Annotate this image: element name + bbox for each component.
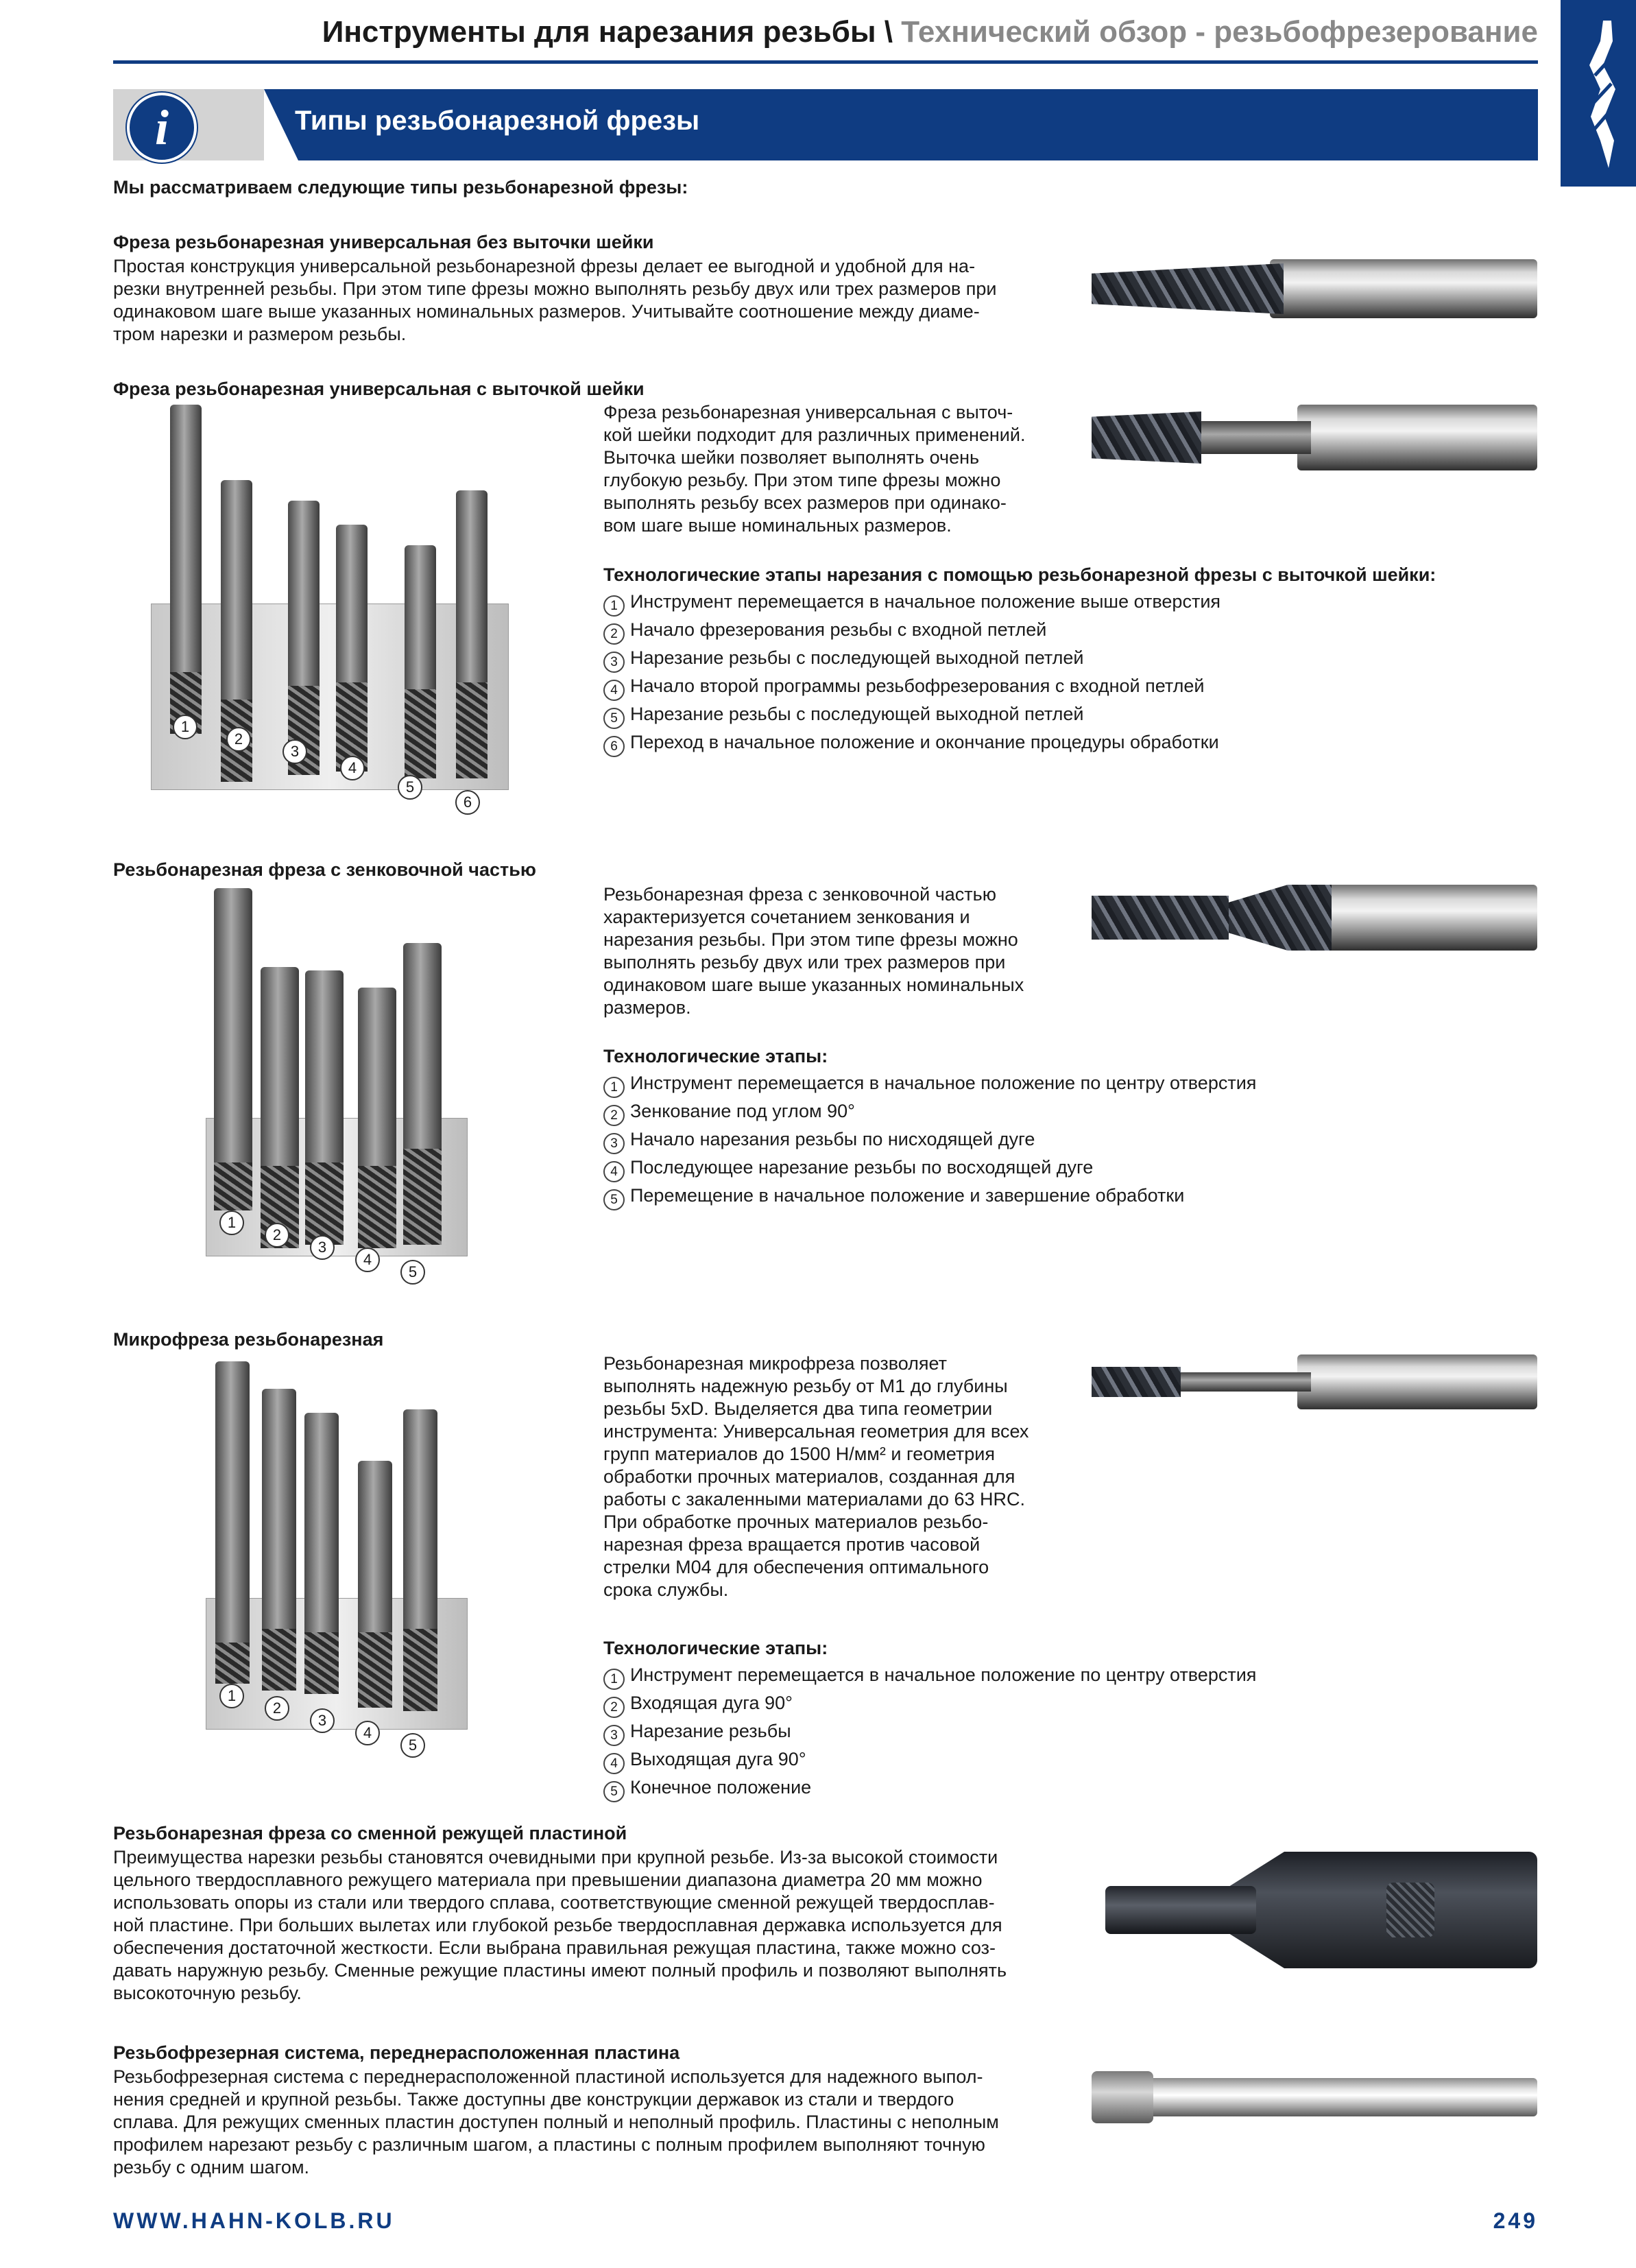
header-main-title: Инструменты для нарезания резьбы	[322, 15, 876, 49]
step-label: 3	[282, 739, 307, 764]
step-item: 4 Выходящая дуга 90°	[603, 1746, 1256, 1774]
section-text-countersink: Резьбонарезная фреза с зенковочной частью характеризуется сочетанием зенкования и нарезания резьбы. При этом типе фрезы можно выполнять резьбу двух или трех размеров при одинаковом шаге выше указанных номинальных размеров.	[603, 884, 1024, 1018]
step-item: 2 Входящая дуга 90°	[603, 1690, 1256, 1718]
step-item: 4 Последующее нарезание резьбы по восходящей дуге	[603, 1154, 1256, 1182]
steps-title: Технологические этапы:	[603, 1046, 828, 1066]
header-rule	[113, 60, 1538, 64]
step-label: 2	[265, 1696, 289, 1721]
section-text-indexable-insert: Преимущества нарезки резьбы становятся очевидными при крупной резьбе. Из-за высокой стоимости цельного твердосплавного режущего материала при превышении диапазона диаметра 20 мм можно использовать опоры из стали или твердого сплава, соответствующие сменной режущей твердосплав- ной пластине. При больших вылетах или глубокой резьбе твердосплавная державка используется для обеспечения достаточной жесткости. Если выбрана правильная режущая пластина, также можно соз- давать наружную резьбу. Сменные режущие пластины имеют полный профиль и позволяют выполнять высокоточную резьбу.	[113, 1847, 1007, 2003]
tool-photo-front-insert	[1092, 2071, 1537, 2123]
section-text-micro: Резьбонарезная микрофреза позволяет выполнять надежную резьбу от M1 до глубины резьбы 5xD. Выделяется два типа геометрии инструмента: Универсальная геометрия для всех групп материалов до 1500 Н/мм² и геометрия обработки прочных материалов, созданная для работы с закаленными материалами до 63 HRC. При обработке прочных материалов резьбо- нарезная фреза вращается против часовой стрелки M04 для обеспечения оптимального срока службы.	[603, 1353, 1029, 1600]
step-item: 5 Конечное положение	[603, 1774, 1256, 1802]
page-number: 249	[1493, 2208, 1538, 2233]
page-header-title	[322, 15, 1538, 49]
step-item: 3 Начало нарезания резьбы по нисходящей дуге	[603, 1126, 1256, 1154]
step-label: 5	[398, 775, 422, 800]
section-title-universal-no-neck: Фреза резьбонарезная универсальная без выточки шейки	[113, 232, 654, 252]
tool-photo-countersink	[1092, 885, 1537, 951]
section-title-micro: Микрофреза резьбонарезная	[113, 1329, 384, 1350]
step-label: 6	[455, 790, 480, 815]
banner-title: Типы резьбонарезной фрезы	[295, 106, 700, 136]
steps-micro	[603, 1638, 1256, 1802]
step-label: 3	[310, 1708, 335, 1733]
step-item: 3 Нарезание резьбы с последующей выходной петлей	[603, 645, 1436, 673]
drill-icon	[1561, 0, 1636, 187]
process-illustration-universal-neck	[151, 405, 521, 816]
step-label: 2	[226, 727, 251, 752]
section-title-indexable-insert: Резьбонарезная фреза со сменной режущей пластиной	[113, 1823, 627, 1843]
step-label: 3	[310, 1235, 335, 1260]
step-label: 4	[355, 1721, 380, 1745]
step-item: 4 Начало второй программы резьбофрезерования с входной петлей	[603, 673, 1436, 701]
section-text-front-insert: Резьбофрезерная система с переднерасположенной пластиной используется для надежного выпол- нения средней и крупной резьбы. Также доступны две конструкции державок из стали и твердого сплава. Для режущих сменных пластин доступен полный и неполный профиль. Пластины с неполным профилем нарезают резьбу с различным шагом, а пластины с полным профилем выполняют точную резьбу с одним шагом.	[113, 2066, 999, 2177]
step-label: 1	[219, 1684, 244, 1708]
step-item: 5 Нарезание резьбы с последующей выходной петлей	[603, 701, 1436, 729]
step-label: 2	[265, 1223, 289, 1248]
step-item: 5 Перемещение в начальное положение и завершение обработки	[603, 1182, 1256, 1210]
drill-tab-marker	[1561, 0, 1636, 187]
section-title-front-insert: Резьбофрезерная система, переднерасположенная пластина	[113, 2042, 680, 2063]
step-item: 6 Переход в начальное положение и окончание процедуры обработки	[603, 729, 1436, 757]
tool-photo-universal-no-neck	[1092, 259, 1537, 318]
tool-photo-universal-neck	[1092, 405, 1537, 470]
intro-text: Мы рассматриваем следующие типы резьбонарезной фрезы:	[113, 177, 688, 198]
process-illustration-countersink	[206, 888, 480, 1293]
section-text-universal-no-neck: Простая конструкция универсальной резьбонарезной фрезы делает ее выгодной и удобной для на- резки внутренней резьбы. При этом типе фрезы можно выполнять резьбу двух или трех размеров при одинаковом шаге выше указанных номинальных размеров. Учитывайте соотношение между диаме- тром нарезки и размером резьбы.	[113, 256, 997, 344]
step-label: 1	[173, 715, 197, 739]
footer-website: WWW.HAHN-KOLB.RU	[113, 2208, 395, 2233]
step-label: 5	[400, 1733, 425, 1758]
section-title-universal-neck: Фреза резьбонарезная универсальная с выточкой шейки	[113, 379, 645, 399]
step-item: 2 Зенкование под углом 90°	[603, 1098, 1256, 1126]
step-item: 2 Начало фрезерования резьбы с входной петлей	[603, 617, 1436, 645]
header-subtitle: Технический обзор - резьбофрезерование	[901, 15, 1538, 49]
section-banner	[113, 89, 1538, 160]
tool-photo-indexable-insert	[1092, 1845, 1537, 1975]
step-item: 1 Инструмент перемещается в начальное положение выше отверстия	[603, 588, 1436, 617]
step-item: 1 Инструмент перемещается в начальное положение по центру отверстия	[603, 1070, 1256, 1098]
steps-title: Технологические этапы нарезания с помощью резьбонарезной фрезы с выточкой шейки:	[603, 564, 1436, 585]
tool-photo-micro	[1092, 1354, 1537, 1409]
info-icon: i	[127, 93, 197, 163]
steps-universal-neck	[603, 564, 1436, 757]
header-separator: \	[884, 15, 893, 49]
step-item: 3 Нарезание резьбы	[603, 1718, 1256, 1746]
section-text-universal-neck: Фреза резьбонарезная универсальная с выточ- кой шейки подходит для различных применений. Выточка шейки позволяет выполнять очень глубокую резьбу. При этом типе фрезы можно выполнять резьбу всех размеров при одинако- вом шаге выше номинальных размеров.	[603, 402, 1026, 536]
steps-countersink	[603, 1046, 1256, 1210]
step-label: 5	[400, 1260, 425, 1285]
process-illustration-micro	[206, 1361, 480, 1766]
step-label: 1	[219, 1210, 244, 1235]
step-label: 4	[340, 756, 365, 780]
section-title-countersink: Резьбонарезная фреза с зенковочной частью	[113, 859, 536, 880]
step-item: 1 Инструмент перемещается в начальное положение по центру отверстия	[603, 1662, 1256, 1690]
step-label: 4	[355, 1248, 380, 1272]
steps-title: Технологические этапы:	[603, 1638, 828, 1658]
